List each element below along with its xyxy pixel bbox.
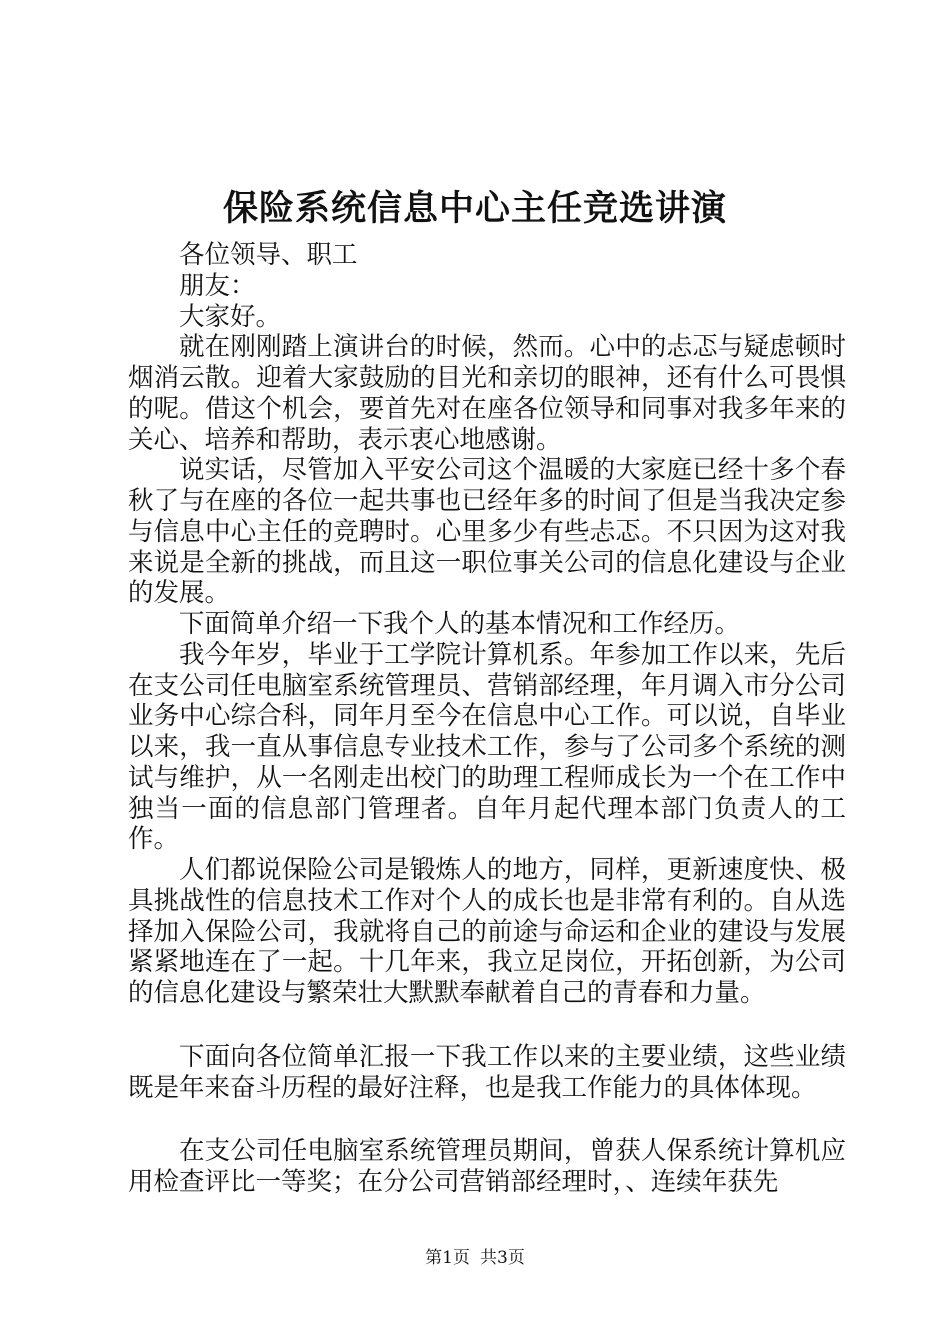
paragraph-growth: 人们都说保险公司是锻炼人的地方，同样，更新速度快、极具挑战性的信息技术工作对个人的成长也是非常有利的。自从选择加入保险公司，我就将自己的前途与命运和企业的建设与发展紧紧地连在了一起。十几年来，我立足岗位，开拓创新，为公司的信息化建设与繁荣壮大默默奉献着自己的青春和力量。: [128, 855, 846, 1008]
paragraph-intro: 下面简单介绍一下我个人的基本情况和工作经历。: [179, 609, 741, 639]
greeting-line-2: 朋友：: [179, 270, 256, 301]
greeting-line-1: 各位领导、职工: [179, 240, 358, 270]
paragraph-achievements-intro: 下面向各位简单汇报一下我工作以来的主要业绩，这些业绩既是年来奋斗历程的最好注释，也是我工作能力的具体体现。: [128, 1041, 846, 1103]
paragraph-motivation: 说实话，尽管加入平安公司这个温暖的大家庭已经十多个春秋了与在座的各位一起共事也已经年多的时间了但是当我决定参与信息中心主任的竞聘时。心里多少有些忐忑。不只因为这对我来说是全新的挑战，而且这一职位事关公司的信息化建设与企业的发展。: [128, 455, 846, 609]
paragraph-spacer: [128, 1009, 846, 1042]
page-footer: [0, 1246, 950, 1270]
greeting-line-3: 大家好。: [179, 301, 282, 332]
page-number: 第1页: [425, 1248, 470, 1268]
paragraph-opening: 就在刚刚踏上演讲台的时候，然而。心中的忐忑与疑虑顿时烟消云散。迎着大家鼓励的目光和亲切的眼神，还有什么可畏惧的呢。借这个机会，要首先对在座各位领导和同事对我多年来的关心、培养和帮助，表示衷心地感谢。: [128, 332, 846, 455]
paragraph-background: 我今年岁，毕业于工学院计算机系。年参加工作以来，先后在支公司任电脑室系统管理员、营销部经理，年月调入市分公司业务中心综合科，同年月至今在信息中心工作。可以说，自毕业以来，我一直从事信息专业技术工作，参与了公司多个系统的测试与维护，从一名刚走出校门的助理工程师成长为一个在工作中独当一面的信息部门管理者。自年月起代理本部门负责人的工作。: [128, 639, 846, 855]
paragraph-spacer: [128, 1103, 846, 1136]
document-body: [128, 240, 846, 1198]
document-title: 保险系统信息中心主任竞选讲演: [222, 188, 727, 229]
page-total: 共3页: [480, 1248, 525, 1268]
paragraph-achievements: 在支公司任电脑室系统管理员期间，曾获人保系统计算机应用检查评比一等奖；在分公司营销部经理时，、连续年获先: [128, 1136, 846, 1197]
